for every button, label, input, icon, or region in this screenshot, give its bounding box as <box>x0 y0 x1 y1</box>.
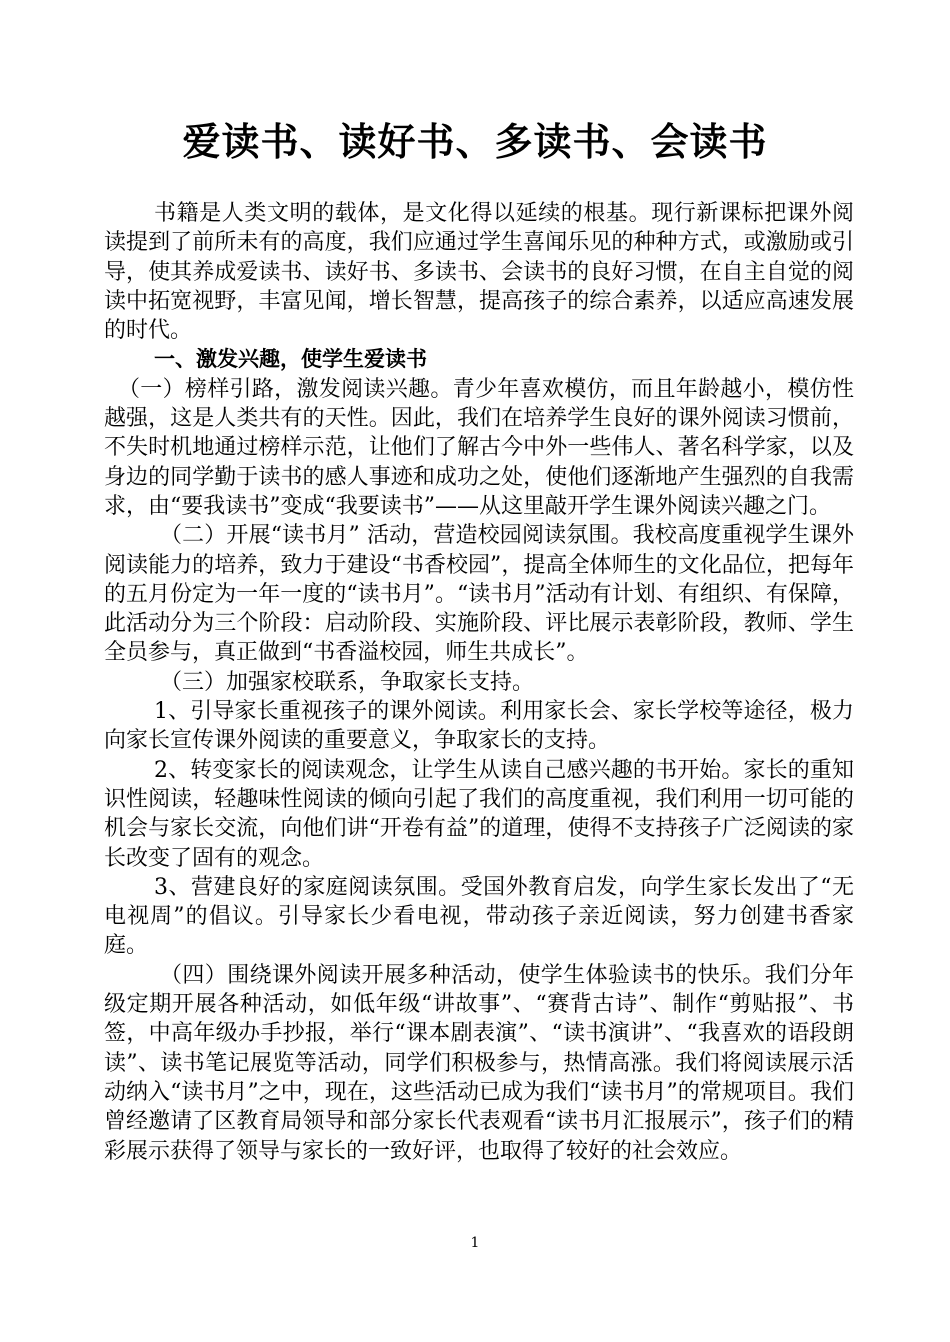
paragraph-role-model: （一）榜样引路，激发阅读兴趣。青少年喜欢模仿，而且年龄越小，模仿性越强，这是人类共有的天性。因此，我们在培养学生良好的课外阅读习惯前，不失时机地通过榜样示范，让他们了解古今中外一些伟人、著名科学家，以及身边的同学勤于读书的感人事迹和成功之处，使他们逐渐地产生强烈的自我需求，由“要我读书”变成“我要读书”——从这里敲开学生课外阅读兴趣之门。 <box>104 376 854 519</box>
intro-paragraph: 书籍是人类文明的载体，是文化得以延续的根基。现行新课标把课外阅读提到了前所未有的高度，我们应通过学生喜闻乐见的种种方式，或激励或引导，使其养成爱读书、读好书、多读书、会读书的良好习惯，在自主自觉的阅读中拓宽视野，丰富见闻，增长智慧，提高孩子的综合素养，以适应高速发展的时代。 <box>104 201 854 344</box>
paragraph-activities: （四）围绕课外阅读开展多种活动，使学生体验读书的快乐。我们分年级定期开展各种活动，如低年级“讲故事”、“赛背古诗”、制作“剪贴报”、书签，中高年级办手抄报，举行“课本剧表演”、“读书演讲”、“我喜欢的语段朗读”、读书笔记展览等活动，同学们积极参与，热情高涨。我们将阅读展示活动纳入“读书月”之中，现在，这些活动已成为我们“读书月”的常规项目。我们曾经邀请了区教育局领导和部分家长代表观看“读书月汇报展示”，孩子们的精彩展示获得了领导与家长的一致好评，也取得了较好的社会效应。 <box>104 962 854 1164</box>
list-item-1: 1、引导家长重视孩子的课外阅读。利用家长会、家长学校等途径，极力向家长宣传课外阅读的重要意义，争取家长的支持。 <box>104 699 854 754</box>
paragraph-home-school: （三）加强家校联系，争取家长支持。 <box>160 669 535 695</box>
document-body <box>104 199 854 1166</box>
paragraph-reading-month: （二）开展“读书月” 活动，营造校园阅读氛围。我校高度重视学生课外阅读能力的培养，致力于建设“书香校园”，提高全体师生的文化品位，把每年的五月份定为一年一度的“读书月”。“读书月”活动有计划、有组织、有保障，此活动分为三个阶段：启动阶段、实施阶段、评比展示表彰阶段，教师、学生全员参与，真正做到“书香溢校园，师生共成长”。 <box>104 523 854 666</box>
page-number: 1 <box>470 1235 480 1251</box>
section-heading: 一、激发兴趣，使学生爱读书 <box>154 347 427 372</box>
list-item-2: 2、转变家长的阅读观念，让学生从读自己感兴趣的书开始。家长的重知识性阅读，轻趣味性阅读的倾向引起了我们的高度重视，我们利用一切可能的机会与家长交流，向他们讲“开卷有益”的道理，使得不支持孩子广泛阅读的家长改变了固有的观念。 <box>104 757 854 871</box>
list-item-3: 3、营建良好的家庭阅读氛围。受国外教育启发，向学生家长发出了“无电视周”的倡议。引导家长少看电视，带动孩子亲近阅读，努力创建书香家庭。 <box>104 874 854 959</box>
document-title: 爱读书、读好书、多读书、会读书 <box>182 120 768 164</box>
